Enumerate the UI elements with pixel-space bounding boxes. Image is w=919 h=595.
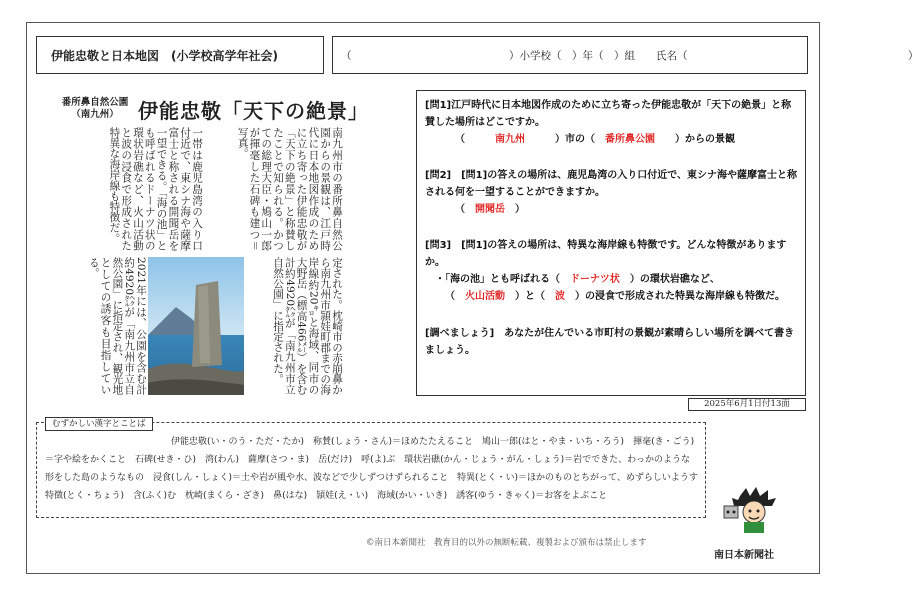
answer-text: 開聞岳 (475, 204, 505, 215)
article-column: 2021年には、公園を含む計約4920㌶が「南九州市立自然公園」に指定され、観光地としての誘客も目指している。 (87, 257, 147, 395)
question-3 (425, 237, 799, 305)
article-title: 伊能忠敬「天下の絶景」 (138, 99, 369, 123)
answer-bracket: ）からの景観 (675, 134, 735, 145)
article-subtitle-line2: （南九州） (71, 109, 119, 120)
question-4[interactable] (425, 325, 799, 359)
question-4-text: [調べましょう] あなたが住んでいる市町村の景観が素晴らしい場所を調べて書きましょう。 (425, 328, 795, 356)
answer-text: 番所鼻公園 (605, 134, 655, 145)
article-header (52, 93, 369, 125)
article-photo (148, 257, 244, 395)
coast-photo-icon (148, 257, 244, 395)
worksheet-title (36, 36, 324, 74)
answer-text: 波 (555, 291, 565, 302)
question-3-text: [問3] [問1]の答えの場所は、特異な海岸線も特徴です。どんな特徴がありますか。 (425, 240, 787, 268)
question-2-answer[interactable] (425, 201, 799, 218)
vocabulary-text: 伊能忠敬(い・のう・ただ・たか) 称賛(しょう・さん)＝ほめたたえること 鳩山一郎(はと・やま・いち・ろう) 揮毫(き・ごう)＝字や絵をかくこと 石碑(せき・ひ) 湾(わん) 薩摩(さつ・ま) 岳(だけ) 呼(よ)ぶ 環状岩礁(かん・じょう・がん・しょう)＝岩でできた、わっかのような形をした島のようなもの 浸食(しん・しょく)＝土や岩が風や水、波などで少しずつけずられること 特異(とく・い)＝ほかのものとちがって、めずらしいようす 特徴(とく・ちょう) 含(ふく)む 枕崎(まくら・ざき) 鼻(はな) 頴娃(え・い) 海域(かい・いき) 誘客(ゆう・きゃく)＝お客をよぶこと (45, 437, 707, 501)
answer-bracket: （ (455, 134, 465, 145)
answer-text: 火山活動 (465, 291, 505, 302)
mascot-icon (718, 486, 788, 534)
article-column: 一帯は鹿児島湾の入り口付近で、東シナ海や薩摩富士と称される開聞岳を一望できる。「海の池」とも呼ばれるドーナツ状の環状岩礁など、火山活動と波の浸食で形成された特異な海岸線も特徴だ。 (108, 127, 203, 251)
publication-date: 2025年6月1日付13面 (688, 398, 806, 411)
question-1-answer[interactable] (425, 131, 799, 148)
copyright-note: ©南日本新聞社 教育目的以外の無断転載、複製および頒布は禁止します (366, 538, 647, 548)
answer-bracket: ） (515, 204, 525, 215)
worksheet-title-text: 伊能忠敬と日本地図 (小学校高学年社会) (51, 48, 278, 63)
answer-bracket: （ (445, 291, 455, 302)
question-1-text: [問1]江戸時代に日本地図作成のために立ち寄った伊能忠敬が「天下の絶景」と称賛した場所はどこですか。 (425, 100, 792, 128)
answer-bracket: ）の浸食で形成された特異な海岸線も特徴だ。 (575, 291, 785, 302)
answer-bracket: ）と（ (515, 291, 545, 302)
question-2 (425, 167, 799, 218)
question-3-answer-line1[interactable] (425, 271, 799, 288)
name-line: （ ）小学校（ ）年（ ）組 氏名（ ） (341, 49, 919, 62)
article-subtitle (58, 97, 132, 121)
question-1 (425, 97, 799, 148)
answer-bracket: ・「海の池」とも呼ばれる（ (435, 274, 560, 285)
article-column: 南九州市の番所鼻自然公園からの景観は、江戸時代に日本地図作成のために立ち寄った伊能忠敬が「天下の絶景」と称賛したことで知られる。かつての総理大臣・鳩山一郎が揮毫した石碑も建つ＝写真。 (236, 127, 343, 251)
answer-bracket: ）市の（ (555, 134, 595, 145)
answer-bracket: ）の環状岩礁など、 (629, 274, 720, 285)
answer-bracket: （ (455, 204, 465, 215)
article-column: 定された。枕崎市の赤崩鼻から南九州市頴娃町郡までの海岸線約20㌔と海域、同市の大野岳（標高466㍍）を含む計約4920㌶が「南九州市立自然公園」に指定された。 (272, 257, 343, 395)
answer-text: ドーナツ状 (570, 274, 620, 285)
article-body (52, 127, 342, 393)
question-3-answer-line2[interactable] (425, 288, 799, 305)
answer-text: 南九州 (495, 134, 525, 145)
newspaper-article (52, 93, 369, 395)
name-field[interactable] (332, 36, 919, 74)
article-subtitle-line1: 番所鼻自然公園 (61, 97, 129, 108)
questions-box (416, 90, 806, 396)
vocabulary-box (36, 419, 707, 518)
newspaper-brand: 南日本新聞社 (714, 550, 774, 561)
vocabulary-label: むずかしい漢字とことば (45, 417, 153, 431)
question-2-text: [問2] [問1]の答えの場所は、鹿児島湾の入り口付近で、東シナ海や薩摩富士と称される何を一望することができますか。 (425, 170, 797, 198)
